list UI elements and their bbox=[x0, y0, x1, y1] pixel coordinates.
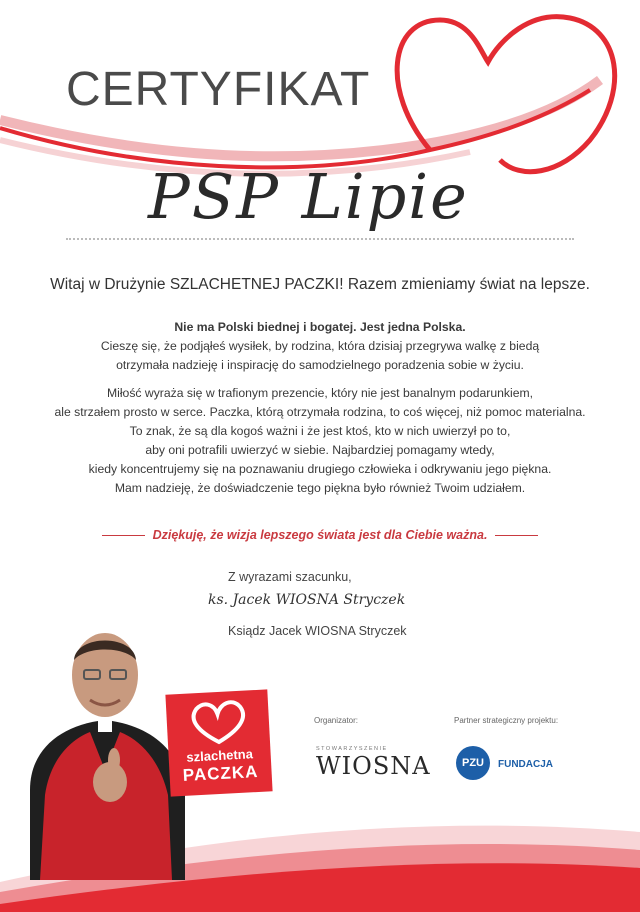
thanks-row bbox=[102, 528, 538, 542]
wiosna-association-text: STOWARZYSZENIE bbox=[316, 746, 388, 752]
paragraph-line: To znak, że są dla kogoś ważni i że jest ktoś, kto w nich uwierzył po to, bbox=[129, 424, 511, 438]
organizer-label: Organizator: bbox=[314, 716, 359, 725]
szlachetna-paczka-logo bbox=[165, 689, 272, 796]
paragraph-line: Miłość wyraża się w trafionym prezencie, który nie jest banalnym podarunkiem, bbox=[106, 386, 534, 400]
regards-text: Z wyrazami szacunku, bbox=[228, 570, 352, 584]
priest-photo bbox=[20, 620, 190, 880]
paczka-text: PACZKA bbox=[182, 761, 259, 785]
paragraph-1-lead: Nie ma Polski biednej i bogatej. Jest jedna Polska. bbox=[174, 320, 466, 334]
recipient-handwritten: PSP Lipie bbox=[148, 160, 469, 233]
partner-label: Partner strategiczny projektu: bbox=[454, 716, 559, 725]
handwritten-signature: ks. Jacek WIOSNA Stryczek bbox=[208, 592, 406, 608]
wiosna-logo: WIOSNA bbox=[316, 752, 431, 780]
paragraph-1 bbox=[50, 318, 590, 375]
paragraph-2 bbox=[50, 384, 590, 498]
certificate-title: CERTYFIKAT bbox=[66, 63, 371, 116]
thanks-line-right bbox=[495, 535, 538, 536]
heart-icon bbox=[165, 689, 270, 750]
headline: Witaj w Drużynie SZLACHETNEJ PACZKI! Razem zmieniamy świat na lepsze. bbox=[50, 276, 590, 293]
dotted-divider bbox=[66, 238, 574, 240]
pzu-logo: PZU bbox=[456, 746, 490, 780]
paragraph-line: Cieszę się, że podjąłeś wysiłek, by rodzina, która dzisiaj przegrywa walkę z biedą bbox=[100, 339, 540, 353]
paragraph-line: ale strzałem prosto w serce. Paczka, którą otrzymała rodzina, to coś więcej, niż pomoc materialna. bbox=[54, 405, 586, 419]
fundacja-text: FUNDACJA bbox=[498, 759, 553, 770]
paragraph-line: Mam nadzieję, że doświadczenie tego piękna było również Twoim udziałem. bbox=[114, 481, 526, 495]
paragraph-line: aby oni potrafili uwierzyć w siebie. Najbardziej pomagamy wtedy, bbox=[145, 443, 495, 457]
thanks-text: Dziękuję, że wizja lepszego świata jest dla Ciebie ważna. bbox=[152, 528, 488, 542]
signer-name: Ksiądz Jacek WIOSNA Stryczek bbox=[228, 624, 407, 638]
paragraph-line: kiedy koncentrujemy się na poznawaniu drugiego człowieka i odkrywaniu jego piękna. bbox=[88, 462, 552, 476]
paragraph-line: otrzymała nadzieję i inspirację do samodzielnego poradzenia sobie w życiu. bbox=[116, 358, 524, 372]
szlachetna-text: szlachetna bbox=[186, 746, 254, 765]
thanks-line-left bbox=[102, 535, 145, 536]
